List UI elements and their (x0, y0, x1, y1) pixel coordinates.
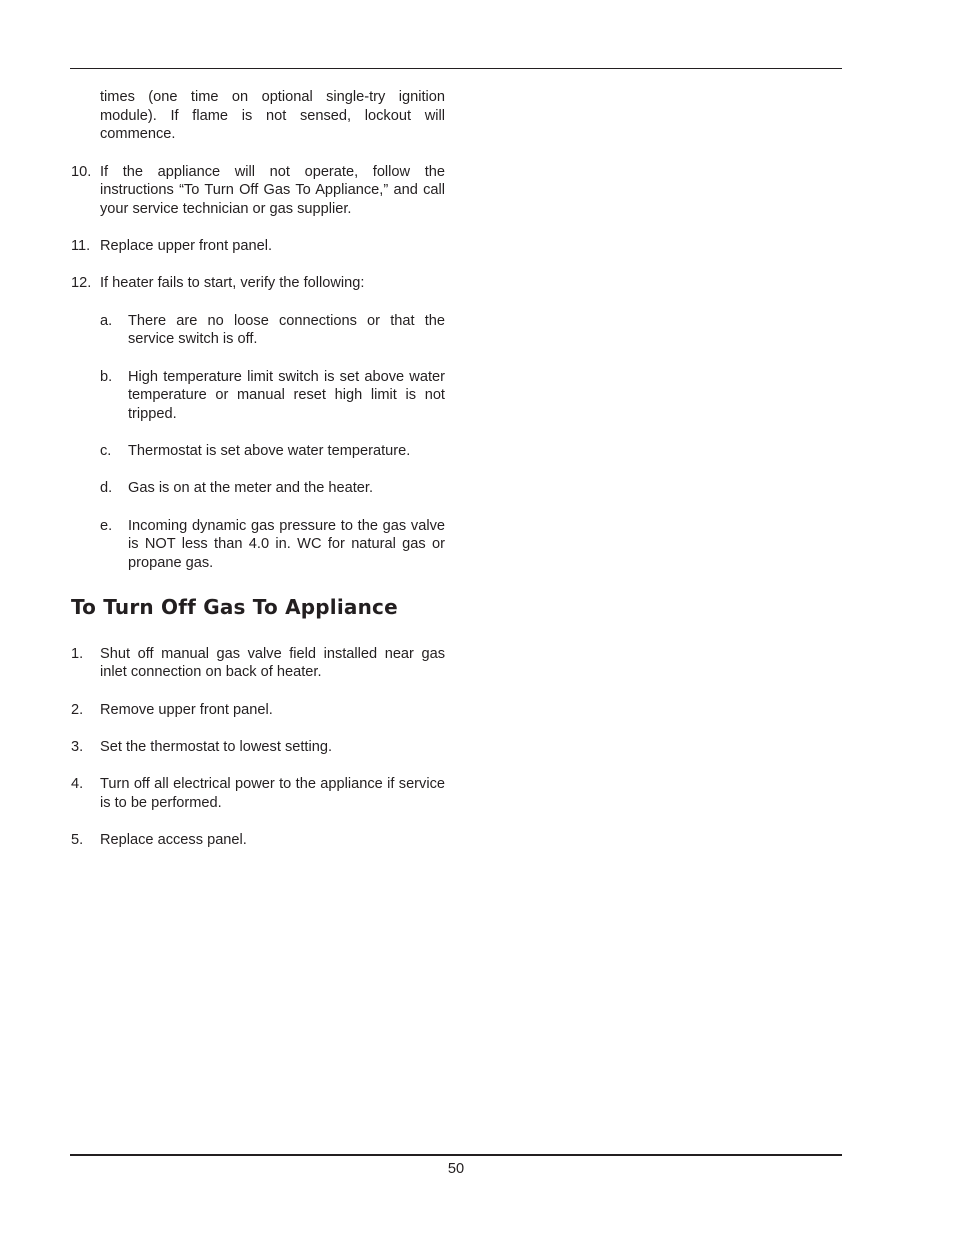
check-letter: b. (100, 368, 113, 385)
check-text: High temperature limit switch is set above water temperature or manual reset high limit is not tripped. (128, 368, 445, 422)
step-text: Replace upper front panel. (100, 238, 272, 255)
check-letter: e. (100, 517, 113, 534)
step-number: 4. (71, 775, 84, 792)
check-text: Thermostat is set above water temperature. (128, 443, 411, 460)
check-item-e (100, 517, 445, 573)
step-text: Shut off manual gas valve field installed near gas inlet connection on back of heater. (100, 645, 445, 681)
check-letter: d. (100, 480, 113, 497)
page-number: 50 (447, 1161, 465, 1177)
check-text: There are no loose connections or that the service switch is off. (128, 312, 445, 348)
step-text: Remove upper front panel. (100, 701, 273, 718)
check-text: Incoming dynamic gas pressure to the gas valve is NOT less than 4.0 in. WC for natural gas or propane gas. (128, 517, 445, 571)
header-rule (70, 68, 842, 69)
step-number: 3. (71, 738, 84, 755)
shutoff-step-3 (71, 738, 445, 757)
check-item-c (100, 442, 445, 461)
check-item-b (100, 368, 445, 424)
continued-paragraph: times (one time on optional single-try ignition module). If flame is not sensed, lockout will commence. (100, 89, 445, 143)
step-number: 1. (71, 645, 84, 662)
step-11 (71, 237, 445, 256)
step-number: 12. (71, 275, 92, 292)
text-column (71, 88, 445, 868)
check-text: Gas is on at the meter and the heater. (128, 480, 374, 497)
step-number: 2. (71, 701, 84, 718)
check-letter: a. (100, 312, 113, 329)
check-item-a (100, 312, 445, 349)
section-heading: To Turn Off Gas To Appliance (71, 594, 398, 619)
step-12 (71, 274, 445, 293)
shutoff-step-4 (71, 775, 445, 812)
step-text: If the appliance will not operate, follow the instructions “To Turn Off Gas To Appliance,” and call your service technician or gas supplier. (100, 163, 445, 218)
step-number: 11. (71, 238, 91, 255)
step-10 (71, 163, 445, 219)
step-text: Replace access panel. (100, 831, 247, 848)
step-text: Set the thermostat to lowest setting. (100, 738, 332, 755)
check-letter: c. (100, 443, 112, 460)
footer-rule (70, 1154, 842, 1156)
step-text: Turn off all electrical power to the appliance if service is to be performed. (100, 775, 445, 811)
shutoff-step-5 (71, 831, 445, 850)
step-number: 10. (71, 163, 92, 180)
step-text: If heater fails to start, verify the following: (100, 275, 365, 292)
shutoff-step-1 (71, 645, 445, 682)
shutoff-step-2 (71, 701, 445, 720)
step-number: 5. (71, 831, 84, 848)
check-item-d (100, 479, 445, 498)
